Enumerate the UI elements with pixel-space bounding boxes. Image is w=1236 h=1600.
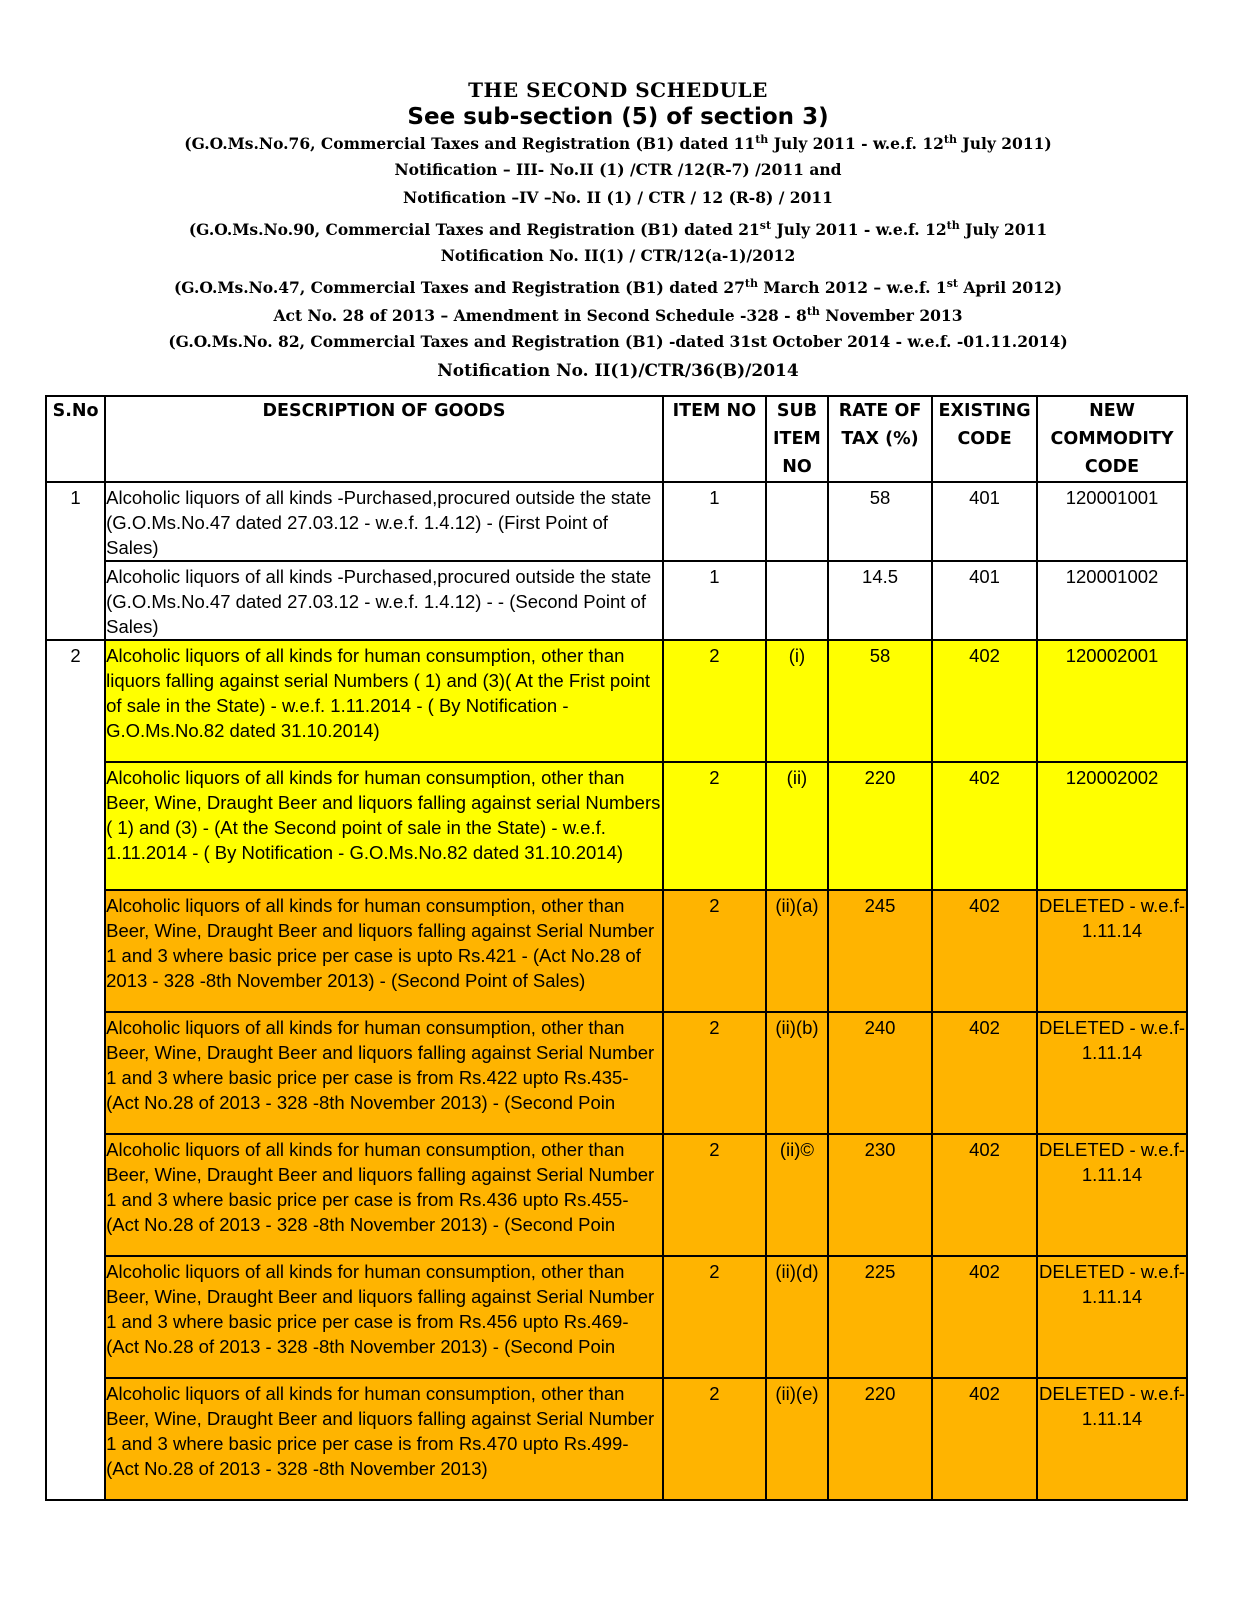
- cell-new-code: 120002002: [1037, 762, 1187, 890]
- cell-sub-item: [766, 561, 828, 640]
- cell-sub-item: (i): [766, 640, 828, 762]
- cell-description: Alcoholic liquors of all kinds for human consumption, other than Beer, Wine, Draught Beer and liquors falling against Serial Number 1 and 3 where basic price per case is from Rs.456 upto Rs.469- (Act No.28 of 2013 - 328 -8th November 2013) - (Second Poin: [105, 1256, 663, 1378]
- header-existing-code: EXISTING CODE: [932, 396, 1037, 482]
- cell-existing-code: 402: [932, 1134, 1037, 1256]
- table-row: [46, 1134, 1187, 1256]
- cell-sub-item: (ii)(a): [766, 890, 828, 1012]
- cell-item-no: 2: [663, 762, 766, 890]
- cell-existing-code: 402: [932, 890, 1037, 1012]
- cell-new-code: DELETED - w.e.f- 1.11.14: [1037, 890, 1187, 1012]
- cell-description: Alcoholic liquors of all kinds -Purchased,procured outside the state (G.O.Ms.No.47 dated 27.03.12 - w.e.f. 1.4.12) - (First Point of Sales): [105, 482, 663, 561]
- cell-rate: 14.5: [828, 561, 932, 640]
- table-row: [46, 482, 1187, 561]
- table-row: [46, 561, 1187, 640]
- notification-line: Notification –IV –No. II (1) / CTR / 12 (R-8) / 2011: [403, 188, 833, 207]
- cell-sub-item: (ii)(e): [766, 1378, 828, 1500]
- cell-item-no: 2: [663, 1378, 766, 1500]
- cell-existing-code: 401: [932, 561, 1037, 640]
- cell-item-no: 2: [663, 890, 766, 1012]
- table-row: [46, 1256, 1187, 1378]
- cell-sub-item: (ii)(b): [766, 1012, 828, 1134]
- cell-rate: 240: [828, 1012, 932, 1134]
- notification-line: (G.O.Ms.No.47, Commercial Taxes and Registration (B1) dated 27th March 2012 – w.e.f. 1st April 2012): [173, 276, 1063, 297]
- cell-new-code: DELETED - w.e.f- 1.11.14: [1037, 1012, 1187, 1134]
- notification-line: (G.O.Ms.No.90, Commercial Taxes and Registration (B1) dated 21st July 2011 - w.e.f. 12th July 2011: [188, 218, 1048, 239]
- table-row: [46, 640, 1187, 762]
- cell-existing-code: 401: [932, 482, 1037, 561]
- cell-new-code: DELETED - w.e.f- 1.11.14: [1037, 1134, 1187, 1256]
- header-rate-of-tax: RATE OF TAX (%): [828, 396, 932, 482]
- cell-description: Alcoholic liquors of all kinds for human consumption, other than Beer, Wine, Draught Beer and liquors falling against Serial Number 1 and 3 where basic price per case is from Rs.422 upto Rs.435- (Act No.28 of 2013 - 328 -8th November 2013) - (Second Poin: [105, 1012, 663, 1134]
- cell-existing-code: 402: [932, 1378, 1037, 1500]
- cell-sub-item: (ii): [766, 762, 828, 890]
- cell-existing-code: 402: [932, 1256, 1037, 1378]
- cell-existing-code: 402: [932, 1012, 1037, 1134]
- header-sno: S.No: [46, 396, 105, 482]
- cell-description: Alcoholic liquors of all kinds for human consumption, other than Beer, Wine, Draught Beer and liquors falling against Serial Number 1 and 3 where basic price per case is upto Rs.421 - (Act No.28 of 2013 - 328 -8th November 2013) - (Second Point of Sales): [105, 890, 663, 1012]
- notification-line: (G.O.Ms.No. 82, Commercial Taxes and Registration (B1) -dated 31st October 2014 - w.e.f. -01.11.2014): [168, 332, 1068, 351]
- cell-rate: 225: [828, 1256, 932, 1378]
- cell-new-code: 120001002: [1037, 561, 1187, 640]
- cell-description: Alcoholic liquors of all kinds for human consumption, other than Beer, Wine, Draught Beer and liquors falling against Serial Number 1 and 3 where basic price per case is from Rs.436 upto Rs.455- (Act No.28 of 2013 - 328 -8th November 2013) - (Second Poin: [105, 1134, 663, 1256]
- cell-description: Alcoholic liquors of all kinds for human consumption, other than Beer, Wine, Draught Beer and liquors falling against Serial Number 1 and 3 where basic price per case is from Rs.470 upto Rs.499- (Act No.28 of 2013 - 328 -8th November 2013): [105, 1378, 663, 1500]
- cell-rate: 58: [828, 482, 932, 561]
- cell-new-code: DELETED - w.e.f- 1.11.14: [1037, 1256, 1187, 1378]
- notification-line: Act No. 28 of 2013 – Amendment in Second Schedule -328 - 8th November 2013: [273, 304, 963, 325]
- notification-line: Notification No. II(1) / CTR/12(a-1)/2012: [440, 246, 796, 265]
- header-sub-item-no: SUB ITEM NO: [766, 396, 828, 482]
- cell-item-no: 2: [663, 1256, 766, 1378]
- cell-rate: 58: [828, 640, 932, 762]
- cell-item-no: 1: [663, 482, 766, 561]
- notification-line: (G.O.Ms.No.76, Commercial Taxes and Registration (B1) dated 11th July 2011 - w.e.f. 12th July 2011): [184, 132, 1052, 153]
- table-row: [46, 1012, 1187, 1134]
- cell-sno: 1: [46, 482, 105, 640]
- cell-new-code: 120002001: [1037, 640, 1187, 762]
- cell-new-code: 120001001: [1037, 482, 1187, 561]
- cell-item-no: 1: [663, 561, 766, 640]
- cell-existing-code: 402: [932, 640, 1037, 762]
- table-row: [46, 1378, 1187, 1500]
- schedule-table: [45, 395, 1188, 1501]
- cell-rate: 220: [828, 762, 932, 890]
- cell-item-no: 2: [663, 1012, 766, 1134]
- cell-sub-item: [766, 482, 828, 561]
- cell-description: Alcoholic liquors of all kinds -Purchased,procured outside the state (G.O.Ms.No.47 dated 27.03.12 - w.e.f. 1.4.12) - - (Second Point of Sales): [105, 561, 663, 640]
- notification-line: Notification – III- No.II (1) /CTR /12(R-7) /2011 and: [394, 160, 842, 179]
- notification-line: Notification No. II(1)/CTR/36(B)/2014: [437, 361, 799, 381]
- table-row: [46, 762, 1187, 890]
- cell-item-no: 2: [663, 640, 766, 762]
- cell-sub-item: (ii)©: [766, 1134, 828, 1256]
- header-description: DESCRIPTION OF GOODS: [105, 396, 663, 482]
- cell-rate: 230: [828, 1134, 932, 1256]
- cell-rate: 245: [828, 890, 932, 1012]
- table-header-row: [46, 396, 1187, 482]
- cell-new-code: DELETED - w.e.f- 1.11.14: [1037, 1378, 1187, 1500]
- cell-item-no: 2: [663, 1134, 766, 1256]
- cell-sno: 2: [46, 640, 105, 1500]
- cell-sub-item: (ii)(d): [766, 1256, 828, 1378]
- header-new-commodity-code: NEW COMMODITY CODE: [1037, 396, 1187, 482]
- schedule-subtitle: See sub-section (5) of section 3): [407, 104, 829, 130]
- schedule-title: THE SECOND SCHEDULE: [468, 78, 768, 102]
- cell-rate: 220: [828, 1378, 932, 1500]
- cell-existing-code: 402: [932, 762, 1037, 890]
- cell-description: Alcoholic liquors of all kinds for human consumption, other than liquors falling against serial Numbers ( 1) and (3)( At the Frist point of sale in the State) - w.e.f. 1.11.2014 - ( By Notification - G.O.Ms.No.82 dated 31.10.2014): [105, 640, 663, 762]
- cell-description: Alcoholic liquors of all kinds for human consumption, other than Beer, Wine, Draught Beer and liquors falling against serial Numbers ( 1) and (3) - (At the Second point of sale in the State) - w.e.f. 1.11.2014 - ( By Notification - G.O.Ms.No.82 dated 31.10.2014): [105, 762, 663, 890]
- header-item-no: ITEM NO: [663, 396, 766, 482]
- table-row: [46, 890, 1187, 1012]
